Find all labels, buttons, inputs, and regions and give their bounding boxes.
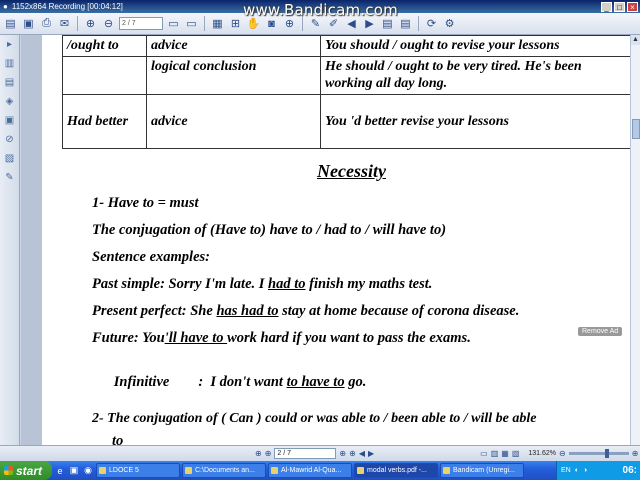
- facing-view-icon[interactable]: ▦: [501, 449, 509, 458]
- table-cell: advice: [147, 95, 321, 149]
- next-page-icon[interactable]: ⊕: [339, 449, 347, 458]
- window-controls: [601, 2, 640, 12]
- system-tray: [556, 461, 640, 480]
- email-icon[interactable]: ✉: [59, 18, 70, 30]
- next-page-icon[interactable]: ⊖: [103, 18, 114, 30]
- pages-icon[interactable]: ▥: [4, 58, 15, 69]
- zoom-slider[interactable]: [569, 452, 629, 455]
- table-cell: logical conclusion: [147, 57, 321, 95]
- minimize-button[interactable]: _: [601, 2, 612, 12]
- example-text: Present perfect: She: [92, 303, 217, 319]
- body-line: 2- The conjugation of ( Can ) could or was able to / been able to / will be able: [92, 411, 537, 426]
- example-text: go.: [344, 374, 367, 390]
- table-cell: [63, 57, 147, 95]
- status-page-input[interactable]: 2 / 7: [274, 448, 336, 459]
- body-line: 1- Have to = must: [92, 195, 199, 211]
- media-icon[interactable]: ◉: [84, 465, 92, 475]
- example-line: [92, 357, 366, 408]
- vertical-scrollbar[interactable]: [630, 35, 640, 445]
- modal-verbs-table: [62, 35, 630, 149]
- page-number-input[interactable]: 2 / 7: [119, 17, 163, 30]
- signatures-icon[interactable]: ✎: [5, 172, 14, 183]
- scroll-up-icon[interactable]: ▲: [632, 36, 639, 43]
- pen-icon[interactable]: ✎: [310, 18, 321, 30]
- expand-panel-icon[interactable]: ▸: [6, 39, 13, 50]
- single-page-view-icon[interactable]: ▭: [480, 449, 488, 458]
- underlined-verb: had to: [268, 276, 306, 292]
- back-icon[interactable]: ◀: [347, 18, 356, 30]
- navigation-panel: [0, 35, 20, 445]
- bandicam-watermark: www.Bandicam.com: [243, 1, 398, 19]
- language-indicator[interactable]: EN: [561, 467, 571, 474]
- prev-page-icon[interactable]: ⊕: [85, 18, 96, 30]
- table-cell: You 'd better revise your lessons: [321, 95, 631, 149]
- example-line: [92, 330, 471, 347]
- volume-icon[interactable]: ◑: [582, 467, 588, 474]
- settings-icon[interactable]: ⚙: [444, 18, 455, 30]
- desktop-icon[interactable]: ▣: [69, 465, 79, 475]
- example-text: finish my maths test.: [305, 276, 433, 292]
- zoom-icon[interactable]: ⊕: [284, 18, 295, 30]
- maximize-button[interactable]: □: [614, 2, 625, 12]
- example-text: stay at home because of corona disease.: [278, 303, 520, 319]
- table-cell: Had better: [63, 95, 147, 149]
- cover-view-icon[interactable]: ▧: [511, 449, 520, 458]
- scrollbar-thumb[interactable]: [632, 119, 640, 139]
- underlined-verb: to have to: [286, 374, 345, 390]
- taskbar-item-active[interactable]: modal verbs.pdf -...: [354, 463, 438, 478]
- share-icon[interactable]: ⟳: [426, 18, 437, 30]
- example-text: work hard if you want to pass the exams.: [227, 330, 471, 346]
- comments-icon[interactable]: ▣: [4, 115, 15, 126]
- camera-icon[interactable]: ◙: [268, 17, 275, 30]
- taskbar-item[interactable]: Al-Mawrid Al-Qua...: [268, 463, 352, 478]
- example-line: [92, 303, 519, 320]
- zoom-level: 131.62%: [528, 450, 557, 457]
- save-icon[interactable]: ▣: [23, 18, 34, 30]
- hand-icon[interactable]: ✋: [246, 18, 261, 30]
- document-icon[interactable]: ▭: [168, 18, 179, 30]
- highlight-icon[interactable]: ✐: [328, 18, 339, 30]
- section-heading: Necessity: [317, 161, 386, 181]
- underlined-verb: has had to: [216, 303, 279, 319]
- zoom-in-icon[interactable]: ⊕: [631, 449, 639, 458]
- table-cell: /ought to: [63, 36, 147, 57]
- record-icon: ●: [3, 2, 8, 11]
- open-icon[interactable]: ▤: [5, 18, 16, 30]
- remove-ad-button[interactable]: Remove Ad: [578, 327, 622, 336]
- toolbar-divider: [418, 16, 419, 31]
- last-page-icon[interactable]: ⊕: [349, 449, 356, 458]
- table-cell: He should / ought to be very tired. He's been working all day long.: [321, 57, 631, 95]
- first-page-icon[interactable]: ⊕: [255, 449, 262, 458]
- table-row: [63, 95, 631, 149]
- forward-icon[interactable]: ▶: [365, 18, 374, 30]
- underlined-verb: 'll have to: [164, 330, 228, 346]
- close-button[interactable]: ×: [627, 2, 638, 12]
- taskbar-item[interactable]: Bandicam (Unregi...: [440, 463, 524, 478]
- attachments-icon[interactable]: ⊘: [5, 134, 14, 145]
- document-viewport[interactable]: [21, 35, 630, 445]
- table-row: [63, 57, 631, 95]
- tray-icon[interactable]: ◐: [574, 467, 579, 474]
- layout-icon[interactable]: ▭: [186, 18, 197, 30]
- toolbar-divider: [77, 16, 78, 31]
- forward-icon[interactable]: ▶: [367, 449, 375, 458]
- status-bar: [0, 445, 640, 461]
- print-icon[interactable]: ⎙: [42, 17, 51, 29]
- example-line: [92, 276, 432, 293]
- table-row: [63, 36, 631, 57]
- layers-icon[interactable]: ◈: [5, 96, 14, 107]
- table-cell: advice: [147, 36, 321, 57]
- start-button[interactable]: start: [0, 461, 52, 480]
- comment-icon[interactable]: ▤: [382, 18, 393, 30]
- recording-title: 1152x864 Recording [00:04:12]: [11, 2, 123, 11]
- body-line: Sentence examples:: [92, 249, 210, 265]
- pdf-page: [42, 35, 630, 445]
- back-icon[interactable]: ◀: [358, 449, 365, 458]
- table-cell: You should / ought to revise your lessons: [321, 36, 631, 57]
- example-text: Infinitive : I don't want: [113, 374, 287, 390]
- taskbar-item[interactable]: C:\Documents an...: [182, 463, 266, 478]
- example-text: Past simple: Sorry I'm late. I: [92, 276, 269, 292]
- select-icon[interactable]: ⊞: [230, 18, 241, 30]
- windows-taskbar: [0, 461, 640, 480]
- snapshot-icon[interactable]: ▦: [212, 18, 223, 30]
- body-line: The conjugation of (Have to) have to / had to / will have to): [92, 222, 447, 238]
- bookmarks-icon[interactable]: ▤: [4, 77, 15, 88]
- toolbar-divider: [204, 16, 205, 31]
- ie-icon[interactable]: e: [57, 465, 63, 476]
- stamp-icon[interactable]: ▤: [400, 18, 411, 30]
- zoom-out-icon[interactable]: ⊖: [559, 449, 566, 458]
- taskbar-item[interactable]: LDOCE 5: [96, 463, 180, 478]
- security-icon[interactable]: ▨: [4, 153, 15, 164]
- prev-page-icon[interactable]: ⊕: [264, 449, 272, 458]
- continuous-view-icon[interactable]: ▥: [490, 449, 499, 458]
- example-text: Future: You: [92, 330, 165, 346]
- clock: 06:: [622, 465, 637, 476]
- body-line: to: [112, 433, 124, 445]
